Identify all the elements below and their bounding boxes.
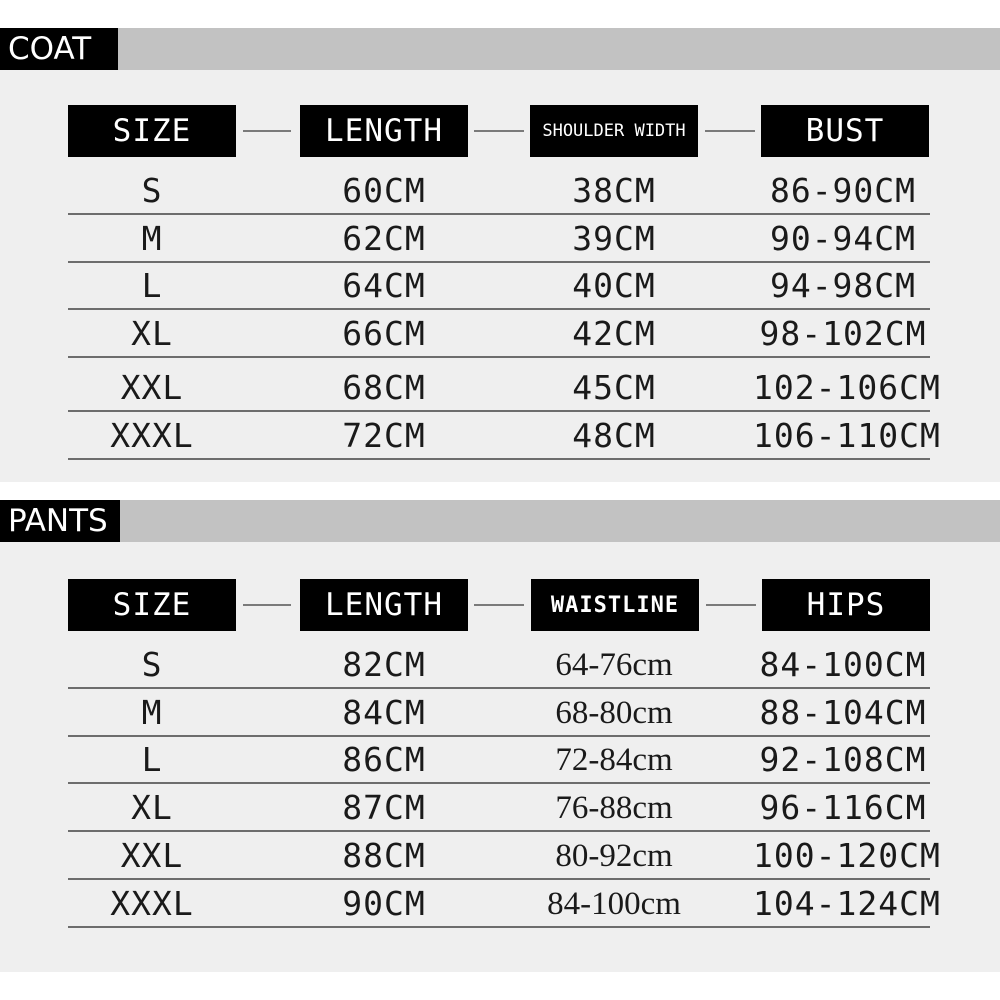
header-connector — [705, 130, 755, 132]
header-connector — [243, 130, 291, 132]
waistline-cell: 64-76cm — [555, 647, 673, 683]
length-cell: 88CM — [342, 836, 426, 875]
size-cell: M — [141, 693, 163, 732]
length-cell: 72CM — [342, 416, 426, 455]
coat-header-shoulder-width: SHOULDER WIDTH — [530, 105, 698, 157]
size-cell: XXL — [120, 836, 184, 875]
header-connector — [474, 604, 524, 606]
table-row — [68, 737, 930, 784]
size-cell: S — [141, 645, 163, 684]
bust-cell: 90-94CM — [769, 219, 917, 258]
shoulder-cell: 42CM — [572, 314, 656, 353]
length-cell: 66CM — [342, 314, 426, 353]
pants-size-chart — [0, 500, 1000, 972]
length-cell: 86CM — [342, 740, 426, 779]
table-row — [68, 880, 941, 928]
table-row — [68, 263, 930, 310]
table-row — [68, 689, 930, 737]
table-row — [68, 215, 930, 263]
shoulder-cell: 48CM — [572, 416, 656, 455]
hips-cell: 92-108CM — [759, 740, 927, 779]
pants-header-size: SIZE — [68, 579, 236, 631]
coat-header-size: SIZE — [68, 105, 236, 157]
length-cell: 82CM — [342, 645, 426, 684]
bust-cell: 86-90CM — [769, 171, 917, 210]
size-cell: XXXL — [110, 884, 194, 923]
table-row — [68, 640, 930, 689]
size-cell: L — [141, 740, 163, 779]
coat-header-row — [0, 105, 1000, 157]
length-cell: 87CM — [342, 788, 426, 827]
hips-cell: 96-116CM — [759, 788, 927, 827]
length-cell: 68CM — [342, 368, 426, 407]
size-cell: XXL — [120, 368, 184, 407]
waistline-cell: 76-88cm — [555, 790, 673, 826]
pants-section-band — [0, 500, 1000, 542]
size-cell: S — [141, 171, 163, 210]
table-row — [68, 832, 941, 880]
shoulder-cell: 45CM — [572, 368, 656, 407]
pants-section-title: PANTS — [0, 500, 120, 542]
length-cell: 62CM — [342, 219, 426, 258]
bust-cell: 102-106CM — [753, 368, 941, 407]
header-connector — [243, 604, 291, 606]
shoulder-cell: 39CM — [572, 219, 656, 258]
pants-header-hips: HIPS — [762, 579, 930, 631]
table-row — [68, 165, 930, 215]
length-cell: 64CM — [342, 266, 426, 305]
bust-cell: 98-102CM — [759, 314, 927, 353]
waistline-cell: 72-84cm — [555, 742, 673, 778]
hips-cell: 104-124CM — [753, 884, 941, 923]
waistline-cell: 84-100cm — [547, 886, 681, 922]
size-cell: XXXL — [110, 416, 194, 455]
header-connector — [706, 604, 756, 606]
coat-section-title: COAT — [0, 28, 118, 70]
hips-cell: 88-104CM — [759, 693, 927, 732]
hips-cell: 100-120CM — [753, 836, 941, 875]
length-cell: 90CM — [342, 884, 426, 923]
pants-header-waistline: WAISTLINE — [531, 579, 699, 631]
size-cell: L — [141, 266, 163, 305]
bust-cell: 94-98CM — [769, 266, 917, 305]
shoulder-cell: 40CM — [572, 266, 656, 305]
coat-header-bust: BUST — [761, 105, 929, 157]
size-cell: XL — [131, 788, 173, 827]
waistline-cell: 80-92cm — [555, 838, 673, 874]
bust-cell: 106-110CM — [753, 416, 941, 455]
pants-header-row — [0, 579, 1000, 631]
table-row — [68, 412, 941, 460]
size-cell: XL — [131, 314, 173, 353]
hips-cell: 84-100CM — [759, 645, 927, 684]
pants-header-length: LENGTH — [300, 579, 468, 631]
coat-size-chart — [0, 28, 1000, 482]
header-connector — [474, 130, 524, 132]
table-row — [68, 784, 930, 832]
waistline-cell: 68-80cm — [555, 695, 673, 731]
shoulder-cell: 38CM — [572, 171, 656, 210]
length-cell: 60CM — [342, 171, 426, 210]
table-row — [68, 310, 930, 358]
coat-section-band — [0, 28, 1000, 70]
table-row — [68, 358, 941, 412]
coat-header-length: LENGTH — [300, 105, 468, 157]
length-cell: 84CM — [342, 693, 426, 732]
size-cell: M — [141, 219, 163, 258]
